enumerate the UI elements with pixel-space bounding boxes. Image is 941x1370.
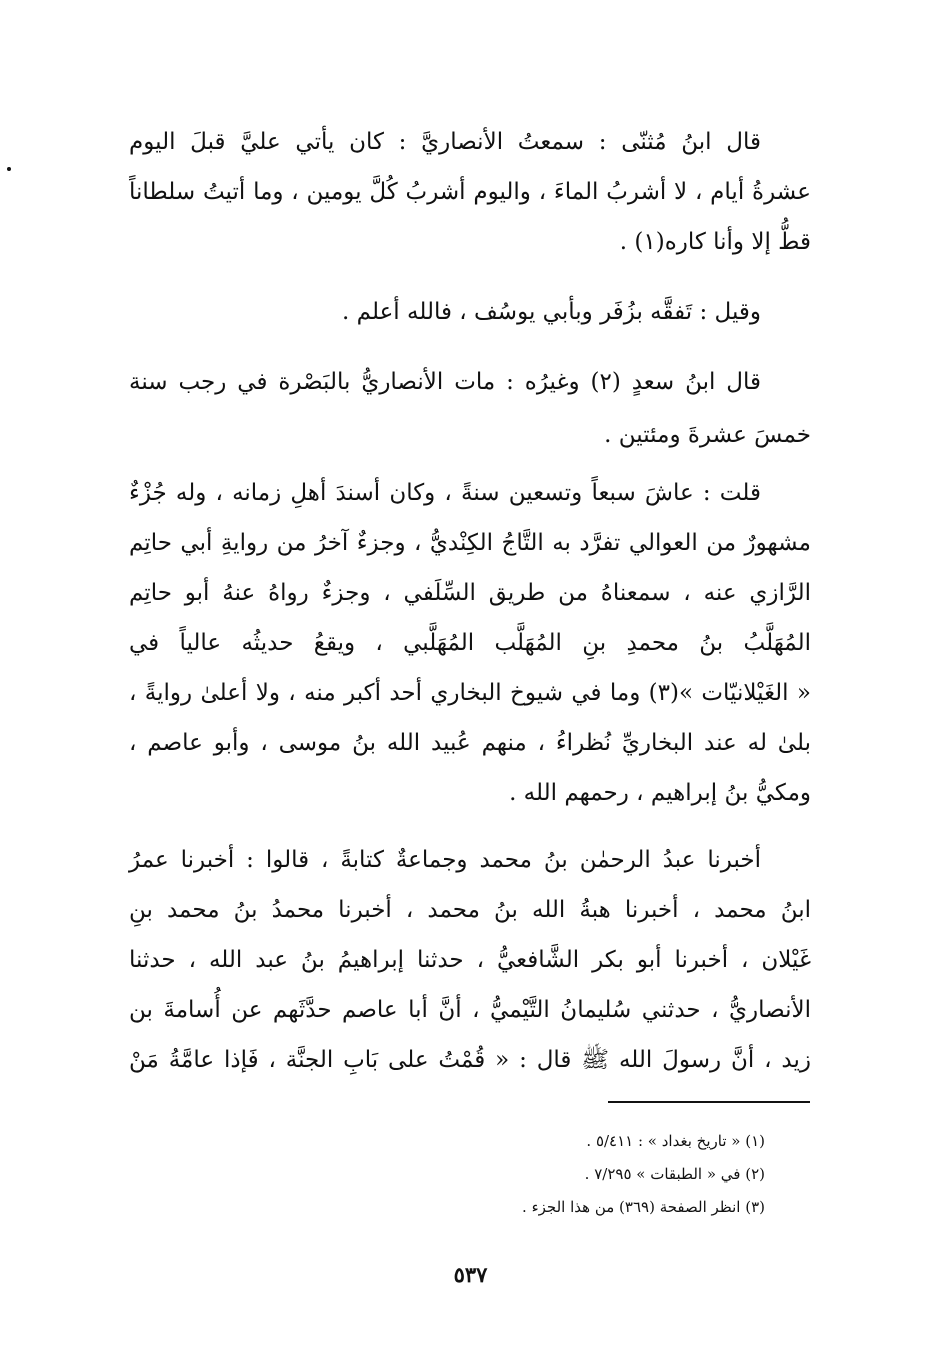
body-text-line: قال ابنُ مُثنّى : سمعتُ الأنصاريَّ : كان يأتي عليَّ قبلَ اليوم — [129, 129, 761, 155]
footnote: (١) « تاريخ بغداد » : ٥/٤١١ . — [586, 1132, 765, 1150]
body-text-line: ومكيُّ بنُ إبراهيم ، رحمهم الله . — [509, 780, 811, 806]
footnote: (٣) انظر الصفحة (٣٦٩) من هذا الجزء . — [522, 1198, 765, 1216]
scan-speck — [7, 167, 11, 171]
body-text-line: المُهَلَّبُ بنُ محمدِ بنِ المُهَلَّب المُهَلَّبي ، ويقعُ حديثُه عالياً في — [129, 630, 811, 656]
body-text-line: بلىٰ له عند البخاريِّ نُظراءُ ، منهم عُبيد الله بنُ موسى ، وأبو عاصم ، — [129, 730, 811, 756]
body-text-line: قطُّ إلا وأنا كاره(١) . — [619, 229, 811, 255]
body-text-line: زيد ، أنَّ رسولَ الله ﷺ قال : « قُمْتُ على بَابِ الجنَّة ، فَإذا عامَّةُ مَنْ — [129, 1047, 811, 1073]
body-text-line: خمسَ عشرةَ ومئتين . — [604, 422, 811, 448]
body-text-line: الرَّازي عنه ، سمعناهُ من طريق السِّلَفي ، وجزءٌ رواهُ عنهُ أبو حاتِم — [129, 580, 811, 606]
body-text-line: « الغَيْلانيّات »(٣) وما في شيوخ البخاري أحد أكبر منه ، ولا أعلىٰ روايةً ، — [129, 680, 811, 706]
body-text-line: عشرةُ أيام ، لا أشربُ الماءَ ، واليوم أشربُ كُلَّ يومين ، وما أتيتُ سلطاناً — [129, 179, 811, 205]
body-text-line: ابنُ محمد ، أخبرنا هبةُ الله بنُ محمد ، أخبرنا محمدُ بنُ محمد بنِ — [129, 897, 811, 923]
body-text-line: غَيْلان ، أخبرنا أبو بكر الشَّافعيُّ ، حدثنا إبراهيمُ بنُ عبد الله ، حدثنا — [129, 947, 811, 973]
page-number: ٥٣٧ — [453, 1262, 488, 1287]
body-text-line: قلت : عاشَ سبعاً وتسعين سنةً ، وكان أسندَ أهلِ زمانه ، وله جُزْءٌ — [129, 480, 761, 506]
body-text-line: مشهورٌ من العوالي تفرَّد به التَّاجُ الكِنْديُّ ، وجزءٌ آخرُ من روايةِ أبي حاتِم — [129, 530, 811, 556]
body-text-line: الأنصاريُّ ، حدثني سُليمانُ التَّيْميُّ ، أنَّ أبا عاصم حدَّثَهم عن أُسامةَ بن — [129, 997, 811, 1023]
body-text-line: قال ابنُ سعدٍ (٢) وغيرُه : مات الأنصاريُّ بالبَصْرة في رجب سنة — [129, 369, 761, 395]
footnote-separator — [608, 1101, 810, 1103]
body-text-line: أخبرنا عبدُ الرحمٰن بنُ محمد وجماعةٌ كتابةً ، قالوا : أخبرنا عمرُ — [129, 847, 761, 873]
footnote: (٢) في « الطبقات » ٧/٢٩٥ . — [584, 1165, 765, 1183]
body-text-line: وقيل : تَفقَّه بزُفَر وبأبي يوسُف ، فالله أعلم . — [342, 299, 761, 325]
